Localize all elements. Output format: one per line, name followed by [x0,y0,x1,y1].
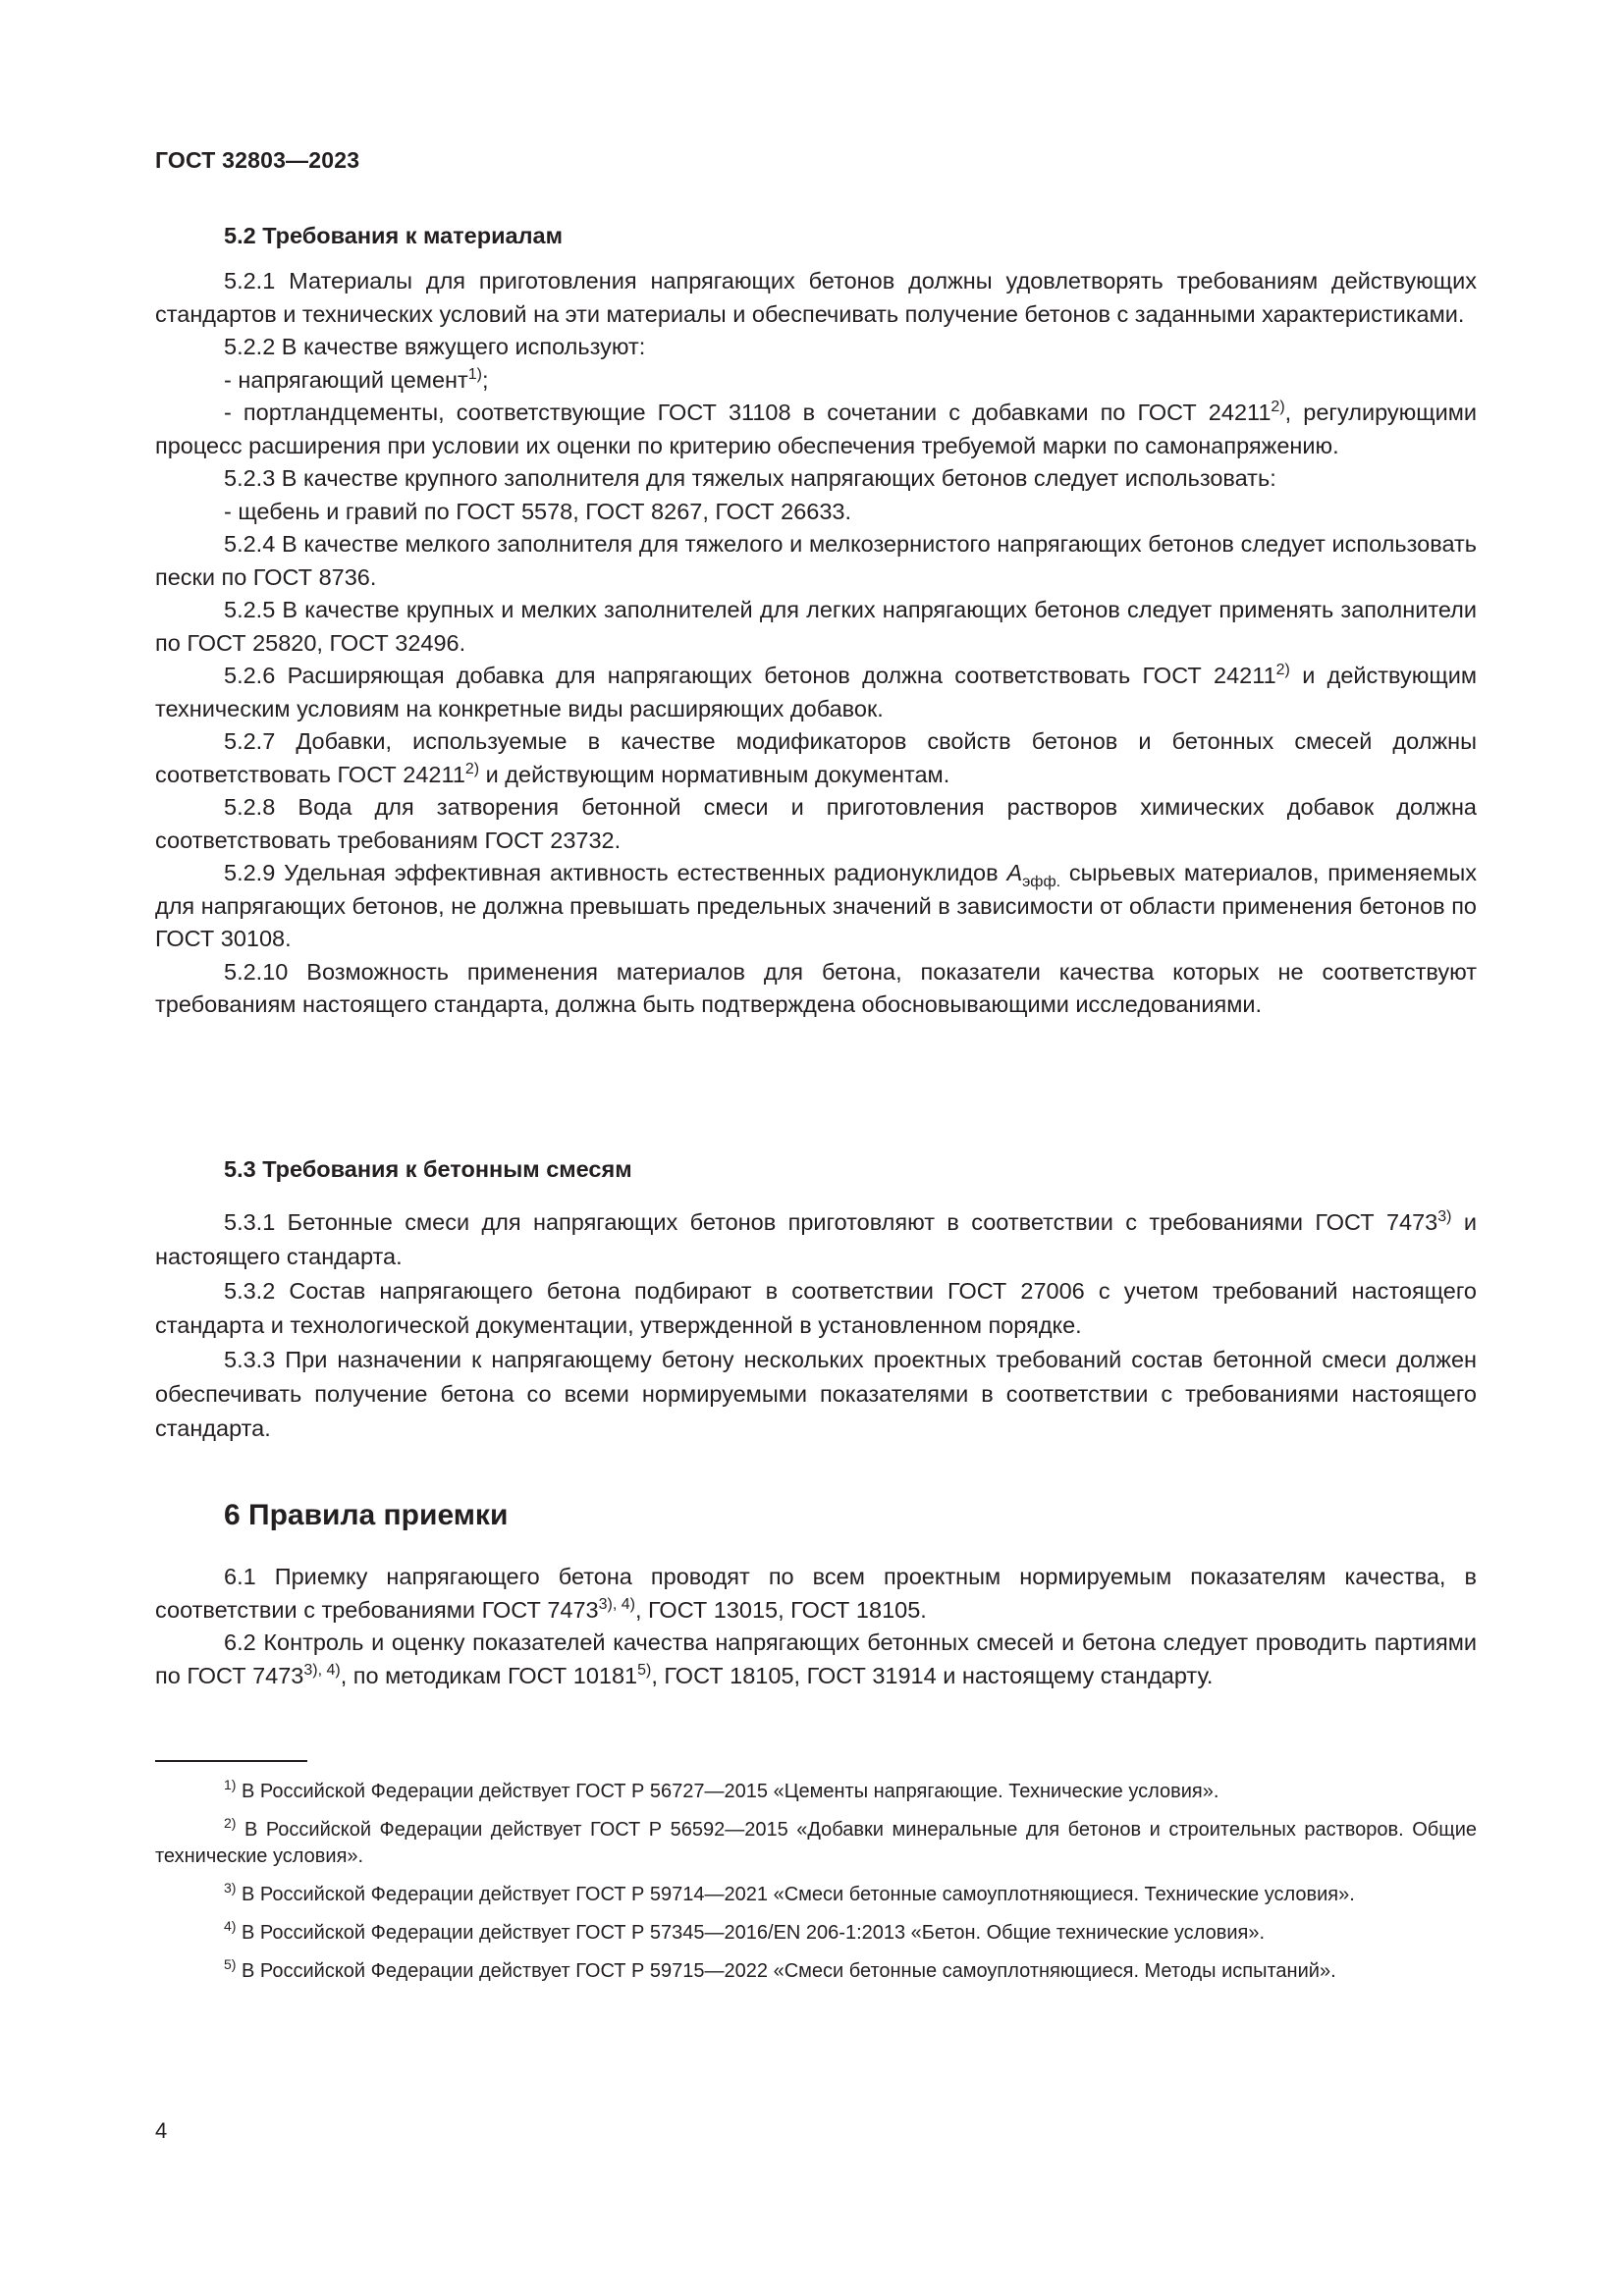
footnote-ref: 1) [467,365,482,383]
paragraph-5-3-1: 5.3.1 Бетонные смеси для напрягающих бетонов приготовляют в соответствии с требованиями ГОСТ 7473$^{3)}$ и настоящего стандарта. [155,1208,1477,1269]
chapter-heading: 6 Правила приемки [224,1499,509,1531]
paragraph-5-2-3: 5.2.3 В качестве крупного заполнителя для тяжелых напрягающих бетонов следует использовать: [224,465,1276,491]
section-5-3 [155,1153,1477,1187]
footnote-ref: 3), 4) [598,1595,635,1613]
footnote-ref: 2) [464,760,480,777]
list-item: - портландцементы, соответствующие ГОСТ 31108 в сочетании с добавками по ГОСТ 24211$^{2)}$, регулирующими процесс расширения при условии их оценки по критерию обеспечения требуемой марки по самонапряжению. [155,399,1477,458]
footnote-ref: 5) [637,1661,652,1679]
footnote-ref: 2) [1275,662,1290,678]
footnotes [155,1779,1477,1997]
footnote: $^{1)}$ В Российской Федерации действует ГОСТ Р 56727—2015 «Цементы напрягающие. Технические условия». [224,1777,1219,1802]
page-number: 4 [155,2118,168,2143]
paragraph-5-2-10: 5.2.10 Возможность применения материалов для бетона, показатели качества которых не соответствуют требованиям настоящего стандарта, должна быть подтверждена обосновывающими исследованиями. [155,958,1477,1017]
paragraph-5-2-6: 5.2.6 Расширяющая добавка для напрягающих бетонов должна соответствовать ГОСТ 24211$^{2)}$ и действующим техническим условиям на конкретные виды расширяющих добавок. [155,662,1478,721]
footnote: $^{5)}$ В Российской Федерации действует ГОСТ Р 59715—2022 «Смеси бетонные самоуплотняющиеся. Методы испытаний». [224,1956,1336,1982]
paragraph-5-2-5: 5.2.5 В качестве крупных и мелких заполнителей для легких напрягающих бетонов следует применять заполнители по ГОСТ 25820, ГОСТ 32496. [155,597,1477,656]
footnote: $^{2)}$ В Российской Федерации действует ГОСТ Р 56592—2015 «Добавки минеральные для бетонов и строительных растворов. Общие технические условия». [155,1815,1477,1867]
footnote-ref: 2) [1271,399,1285,415]
activity-symbol: A [1006,860,1023,885]
activity-subscript: эфф. [1022,874,1061,890]
paragraph-5-2-9: 5.2.9 Удельная эффективная активность естественных радионуклидов $A_{эфф.}$ сырьевых материалов, применяемых для напрягающих бетонов, не должна превышать предельных значений в зависимости от области применения бетонов по ГОСТ 30108. [155,860,1477,951]
list-item: - щебень и гравий по ГОСТ 5578, ГОСТ 8267, ГОСТ 26633. [224,498,852,524]
section-6-body [155,1561,1477,1692]
section-5-2 [155,220,1477,253]
section-5-2-body [155,265,1477,1022]
paragraph-6-1: 6.1 Приемку напрягающего бетона проводят по всем проектным нормируемым показателям качества, в соответствии с требованиями ГОСТ $7473^{3), 4)}$, ГОСТ 13015, ГОСТ 18105. [155,1564,1477,1623]
section-5-3-body [155,1205,1477,1446]
footnote: $^{4)}$ В Российской Федерации действует ГОСТ Р 57345—2016/EN 206-1:2013 «Бетон. Общие технические условия». [224,1918,1266,1944]
footnote-divider [155,1760,307,1762]
paragraph-5-2-1: 5.2.1 Материалы для приготовления напрягающих бетонов должны удовлетворять требованиям действующих стандартов и технических условий на эти материалы и обеспечивать получение бетонов с заданными характеристиками. [155,268,1477,327]
paragraph-5-3-3: 5.3.3 При назначении к напрягающему бетону нескольких проектных требований состав бетонной смеси должен обеспечивать получение бетона со всеми нормируемыми показателями в соответствии с требованиями настоящего стандарта. [155,1347,1477,1441]
paragraph-5-2-7: 5.2.7 Добавки, используемые в качестве модификаторов свойств бетонов и бетонных смесей должны соответствовать ГОСТ 24211$^{2)}$ и действующим нормативным документам. [155,728,1477,787]
paragraph-5-2-2: 5.2.2 В качестве вяжущего используют: [224,334,646,359]
paragraph-5-2-8: 5.2.8 Вода для затворения бетонной смеси и приготовления растворов химических добавок должна соответствовать требованиям ГОСТ 23732. [155,794,1477,853]
paragraph-5-2-4: 5.2.4 В качестве мелкого заполнителя для тяжелого и мелкозернистого напрягающих бетонов следует использовать пески по ГОСТ 8736. [155,531,1477,590]
section-6 [155,1499,1477,1532]
section-heading: 5.3 Требования к бетонным смесям [224,1156,632,1182]
paragraph-5-3-2: 5.3.2 Состав напрягающего бетона подбирают в соответствии ГОСТ 27006 с учетом требований настоящего стандарта и технологической документации, утвержденной в установленном порядке. [155,1278,1477,1338]
footnote: $^{3)}$ В Российской Федерации действует ГОСТ Р 59714—2021 «Смеси бетонные самоуплотняющиеся. Технические условия». [224,1880,1355,1905]
footnote-ref: 3) [1437,1208,1452,1225]
footnote-ref: 3), 4) [303,1661,341,1679]
section-heading: 5.2 Требования к материалам [224,223,563,248]
paragraph-6-2: 6.2 Контроль и оценку показателей качества напрягающих бетонных смесей и бетона следует проводить партиями по ГОСТ $7473^{3), 4)}$, по методикам ГОСТ 10181$^{5)}$, ГОСТ 18105, ГОСТ 31914 и настоящему стандарту. [155,1629,1477,1688]
list-item: - напрягающий цемент$^{1)}$; [224,365,489,393]
document-header: ГОСТ 32803—2023 [155,147,360,173]
